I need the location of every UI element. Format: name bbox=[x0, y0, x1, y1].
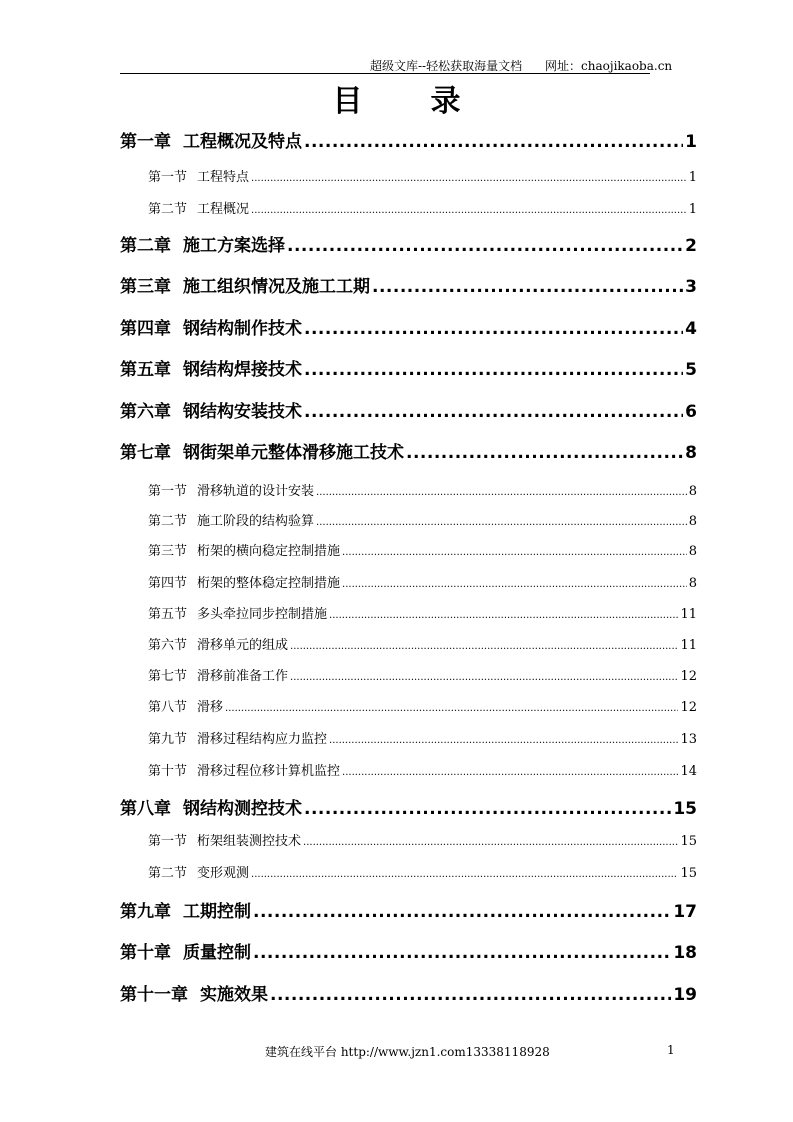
toc-section-entry[interactable] bbox=[148, 166, 697, 185]
header-site: 网址：chaojikaoba.cn bbox=[545, 59, 673, 73]
entry-title: 施工组织情况及施工工期 bbox=[183, 277, 370, 297]
dot-leader bbox=[251, 869, 678, 880]
entry-title: 变形观测 bbox=[197, 866, 250, 881]
entry-title: 钢结构焊接技术 bbox=[183, 360, 302, 380]
entry-label: 第五节 bbox=[148, 607, 188, 622]
dot-leader bbox=[406, 443, 683, 463]
dot-leader bbox=[225, 703, 678, 714]
dot-leader bbox=[253, 943, 671, 963]
entry-title: 施工阶段的结构验算 bbox=[197, 514, 315, 529]
entry-title: 工期控制 bbox=[183, 902, 251, 922]
title-char: 目 bbox=[332, 84, 363, 119]
entry-title: 施工方案选择 bbox=[183, 236, 285, 256]
entry-page: 8 bbox=[688, 484, 697, 499]
entry-label: 第二节 bbox=[148, 202, 188, 217]
entry-page: 8 bbox=[688, 544, 697, 559]
entry-title: 质量控制 bbox=[183, 943, 251, 963]
toc-section-entry[interactable] bbox=[148, 572, 697, 591]
entry-title: 桁架的横向稳定控制措施 bbox=[197, 544, 341, 559]
dot-leader bbox=[287, 236, 683, 256]
header-rule bbox=[120, 73, 650, 74]
entry-page: 14 bbox=[680, 764, 697, 779]
entry-label: 第七节 bbox=[148, 669, 188, 684]
entry-title: 多头牵拉同步控制措施 bbox=[197, 607, 328, 622]
entry-title: 滑移过程结构应力监控 bbox=[197, 732, 328, 747]
entry-label: 第五章 bbox=[120, 360, 171, 380]
entry-page: 11 bbox=[680, 638, 697, 653]
entry-label: 第十章 bbox=[120, 943, 171, 963]
dot-leader bbox=[270, 985, 671, 1005]
page-title bbox=[0, 76, 793, 120]
entry-page: 11 bbox=[680, 607, 697, 622]
toc-section-entry[interactable] bbox=[148, 830, 697, 849]
entry-label: 第二章 bbox=[120, 236, 171, 256]
toc-section-entry[interactable] bbox=[148, 634, 697, 653]
toc-chapter-entry[interactable] bbox=[120, 397, 697, 422]
toc-chapter-entry[interactable] bbox=[120, 314, 697, 339]
dot-leader bbox=[304, 132, 683, 152]
title-char: 录 bbox=[430, 84, 461, 119]
toc-section-entry[interactable] bbox=[148, 862, 697, 881]
toc-section-entry[interactable] bbox=[148, 198, 697, 217]
entry-label: 第九章 bbox=[120, 902, 171, 922]
dot-leader bbox=[342, 767, 678, 778]
entry-label: 第八节 bbox=[148, 700, 188, 715]
entry-page: 12 bbox=[680, 700, 697, 715]
entry-label: 第二节 bbox=[148, 866, 188, 881]
entry-title: 桁架的整体稳定控制措施 bbox=[197, 576, 341, 591]
entry-label: 第二节 bbox=[148, 514, 188, 529]
dot-leader bbox=[304, 360, 683, 380]
toc-section-entry[interactable] bbox=[148, 603, 697, 622]
page-number: 1 bbox=[667, 1043, 675, 1057]
toc-chapter-entry[interactable] bbox=[120, 938, 697, 963]
toc-chapter-entry[interactable] bbox=[120, 897, 697, 922]
toc-section-entry[interactable] bbox=[148, 540, 697, 559]
entry-label: 第八章 bbox=[120, 799, 171, 819]
entry-title: 工程概况及特点 bbox=[183, 132, 302, 152]
entry-page: 18 bbox=[673, 943, 697, 963]
entry-page: 15 bbox=[680, 866, 697, 881]
entry-label: 第十节 bbox=[148, 764, 188, 779]
entry-title: 工程概况 bbox=[197, 202, 250, 217]
entry-title: 钢结构制作技术 bbox=[183, 319, 302, 339]
entry-page: 3 bbox=[685, 277, 697, 297]
entry-label: 第十一章 bbox=[120, 985, 188, 1005]
entry-title: 钢结构测控技术 bbox=[183, 799, 302, 819]
dot-leader bbox=[316, 517, 687, 528]
entry-title: 滑移轨道的设计安装 bbox=[197, 484, 315, 499]
entry-page: 1 bbox=[688, 170, 697, 185]
toc-section-entry[interactable] bbox=[148, 665, 697, 684]
toc-chapter-entry[interactable] bbox=[120, 272, 697, 297]
dot-leader bbox=[329, 610, 678, 621]
dot-leader bbox=[290, 641, 678, 652]
entry-label: 第三章 bbox=[120, 277, 171, 297]
entry-page: 1 bbox=[685, 132, 697, 152]
entry-page: 6 bbox=[685, 402, 697, 422]
entry-title: 桁架组装测控技术 bbox=[197, 834, 302, 849]
entry-page: 13 bbox=[680, 732, 697, 747]
toc-section-entry[interactable] bbox=[148, 510, 697, 529]
dot-leader bbox=[316, 487, 687, 498]
toc-chapter-entry[interactable] bbox=[120, 231, 697, 256]
entry-page: 8 bbox=[685, 443, 697, 463]
dot-leader bbox=[303, 837, 678, 848]
toc-section-entry[interactable] bbox=[148, 696, 697, 715]
dot-leader bbox=[251, 173, 687, 184]
entry-label: 第一节 bbox=[148, 170, 188, 185]
entry-page: 4 bbox=[685, 319, 697, 339]
toc-chapter-entry[interactable] bbox=[120, 127, 697, 152]
entry-label: 第四章 bbox=[120, 319, 171, 339]
entry-title: 钢结构安装技术 bbox=[183, 402, 302, 422]
header-text: 超级文库--轻松获取海量文档 bbox=[370, 59, 523, 73]
entry-title: 滑移前准备工作 bbox=[197, 669, 289, 684]
entry-page: 8 bbox=[688, 576, 697, 591]
entry-label: 第一章 bbox=[120, 132, 171, 152]
toc-section-entry[interactable] bbox=[148, 480, 697, 499]
dot-leader bbox=[342, 579, 687, 590]
entry-label: 第一节 bbox=[148, 484, 188, 499]
entry-label: 第六节 bbox=[148, 638, 188, 653]
toc-chapter-entry[interactable] bbox=[120, 355, 697, 380]
entry-label: 第七章 bbox=[120, 443, 171, 463]
entry-page: 12 bbox=[680, 669, 697, 684]
dot-leader bbox=[290, 672, 678, 683]
dot-leader bbox=[304, 402, 683, 422]
entry-page: 19 bbox=[673, 985, 697, 1005]
entry-page: 1 bbox=[688, 202, 697, 217]
entry-title: 滑移过程位移计算机监控 bbox=[197, 764, 341, 779]
footer-text: 建筑在线平台 http://www.jzn1.com13338118928 bbox=[265, 1045, 550, 1059]
entry-page: 8 bbox=[688, 514, 697, 529]
toc-section-entry[interactable] bbox=[148, 760, 697, 779]
dot-leader bbox=[253, 902, 671, 922]
entry-label: 第一节 bbox=[148, 834, 188, 849]
entry-title: 工程特点 bbox=[197, 170, 250, 185]
entry-page: 5 bbox=[685, 360, 697, 380]
entry-page: 15 bbox=[680, 834, 697, 849]
entry-title: 实施效果 bbox=[200, 985, 268, 1005]
entry-page: 15 bbox=[673, 799, 697, 819]
dot-leader bbox=[342, 547, 687, 558]
entry-label: 第四节 bbox=[148, 576, 188, 591]
entry-title: 滑移 bbox=[197, 700, 224, 715]
toc-chapter-entry[interactable] bbox=[120, 438, 697, 463]
toc-chapter-entry[interactable] bbox=[120, 794, 697, 819]
dot-leader bbox=[329, 735, 678, 746]
entry-title: 滑移单元的组成 bbox=[197, 638, 289, 653]
dot-leader bbox=[251, 205, 687, 216]
dot-leader bbox=[304, 799, 671, 819]
toc-section-entry[interactable] bbox=[148, 728, 697, 747]
entry-label: 第六章 bbox=[120, 402, 171, 422]
entry-title: 钢街架单元整体滑移施工技术 bbox=[183, 443, 404, 463]
entry-label: 第三节 bbox=[148, 544, 188, 559]
page-header bbox=[370, 57, 672, 74]
entry-label: 第九节 bbox=[148, 732, 188, 747]
entry-page: 2 bbox=[685, 236, 697, 256]
entry-page: 17 bbox=[673, 902, 697, 922]
dot-leader bbox=[304, 319, 683, 339]
toc-chapter-entry[interactable] bbox=[120, 980, 697, 1005]
dot-leader bbox=[372, 277, 683, 297]
